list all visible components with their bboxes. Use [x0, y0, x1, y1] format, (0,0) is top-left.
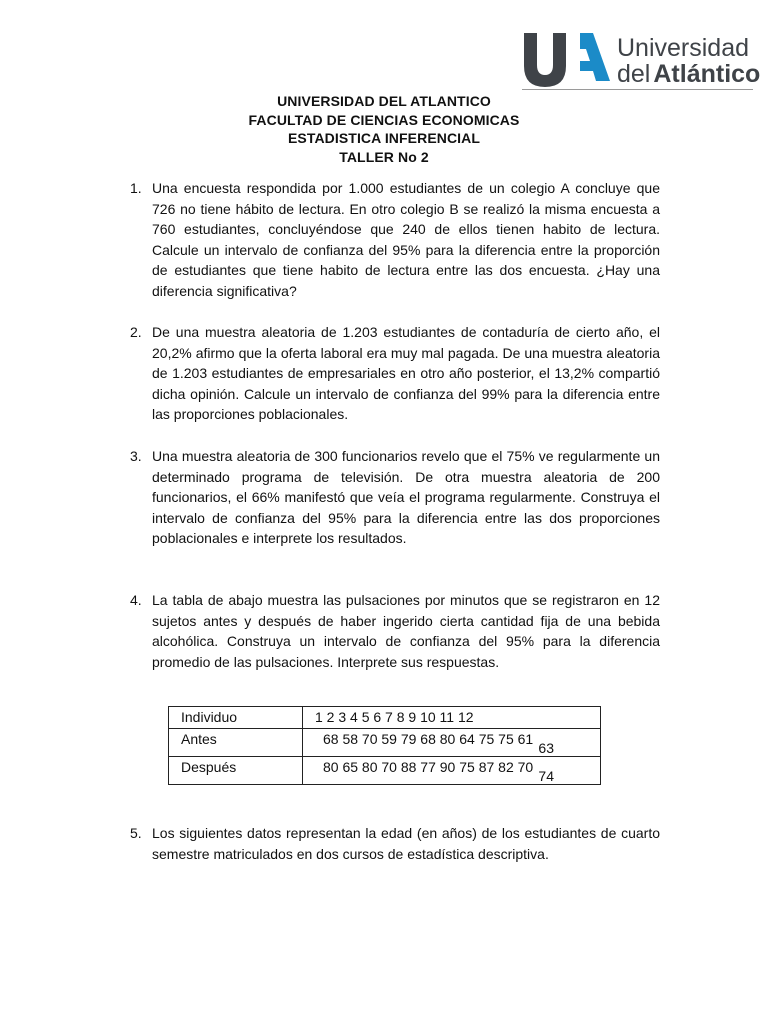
- logo-text-atlantico: Atlántico: [653, 60, 761, 88]
- exercise-number: 4.: [130, 592, 142, 608]
- svg-text:delAtlántico: [617, 60, 760, 88]
- table-row: [169, 729, 601, 757]
- pulse-table: [168, 706, 601, 785]
- logo-underline: [522, 89, 753, 90]
- exercise-4: [130, 590, 660, 672]
- row-values-text: 80 65 80 70 88 77 90 75 87 82 70: [323, 759, 534, 775]
- exercise-1: [130, 178, 660, 302]
- table-row: [169, 707, 601, 729]
- row-label: Individuo: [169, 707, 303, 729]
- logo-u-mark: [524, 33, 566, 87]
- exercise-text: Una encuesta respondida por 1.000 estudiantes de un colegio A concluye que 726 no tiene hábito de lectura. En otro colegio B se realizó la misma encuesta a 760 estudiantes, concluyéndose que 240 de ellos tienen habito de lectura. Calcule un intervalo de confianza del 95% para la diferencia entre la proporción de estudiantes que tiene habito de lectura entre las dos encuesta. ¿Hay una diferencia significativa?: [152, 180, 660, 299]
- logo-text-line1: Universidad: [617, 34, 750, 62]
- row-label: Después: [169, 757, 303, 785]
- logo-text-del: del: [617, 60, 651, 88]
- header-faculty: FACULTAD DE CIENCIAS ECONOMICAS: [248, 111, 520, 128]
- universidad-del-atlantico-logo: [522, 31, 761, 91]
- exercise-text: La tabla de abajo muestra las pulsaciones por minutos que se registraron en 12 sujetos antes y después de haber ingerido cierta cantidad fija de una bebida alcohólica. Construya un intervalo de confianza del 95% para la diferencia promedio de las pulsaciones. Interprete sus respuestas.: [152, 592, 660, 670]
- exercise-text: Los siguientes datos representan la edad (en años) de los estudiantes de cuarto semestre matriculados en dos cursos de estadística descriptiva.: [152, 825, 660, 862]
- row-label: Antes: [169, 729, 303, 757]
- logo-a-mark: [580, 33, 610, 81]
- row-values: [303, 729, 601, 757]
- exercise-3: [130, 446, 660, 549]
- row-overflow-value: 74: [538, 768, 554, 784]
- exercise-number: 1.: [130, 180, 142, 196]
- document-header: [0, 92, 768, 166]
- exercise-2: [130, 322, 660, 425]
- exercise-5: [130, 823, 660, 864]
- row-values-text: 68 58 70 59 79 68 80 64 75 75 61: [323, 731, 534, 747]
- row-values: [303, 757, 601, 785]
- exercise-number: 5.: [130, 825, 142, 841]
- exercise-text: Una muestra aleatoria de 300 funcionarios revelo que el 75% ve regularmente un determinado programa de televisión. De otra muestra aleatoria de 200 funcionarios, el 66% manifestó que veía el programa regularmente. Construya el intervalo de confianza del 95% para la diferencia entre las dos proporciones poblacionales e interprete los resultados.: [152, 448, 660, 547]
- table-row: [169, 757, 601, 785]
- exercise-text: De una muestra aleatoria de 1.203 estudiantes de contaduría de cierto año, el 20,2% afirmo que la oferta laboral era muy mal pagada. De una muestra aleatoria de 1.203 estudiantes de empresariales en otro año posterior, el 13,2% compartió dicha opinión. Calcule un intervalo de confianza del 99% para la diferencia entre las proporciones poblacionales.: [152, 324, 660, 423]
- header-university: UNIVERSIDAD DEL ATLANTICO: [277, 93, 491, 109]
- row-values: [303, 707, 601, 729]
- exercise-number: 3.: [130, 448, 142, 464]
- header-workshop: TALLER No 2: [339, 148, 429, 165]
- header-course: ESTADISTICA INFERENCIAL: [287, 130, 481, 146]
- exercise-number: 2.: [130, 324, 142, 340]
- row-values-text: 1 2 3 4 5 6 7 8 9 10 11 12: [315, 709, 474, 725]
- row-overflow-value: 63: [538, 740, 554, 756]
